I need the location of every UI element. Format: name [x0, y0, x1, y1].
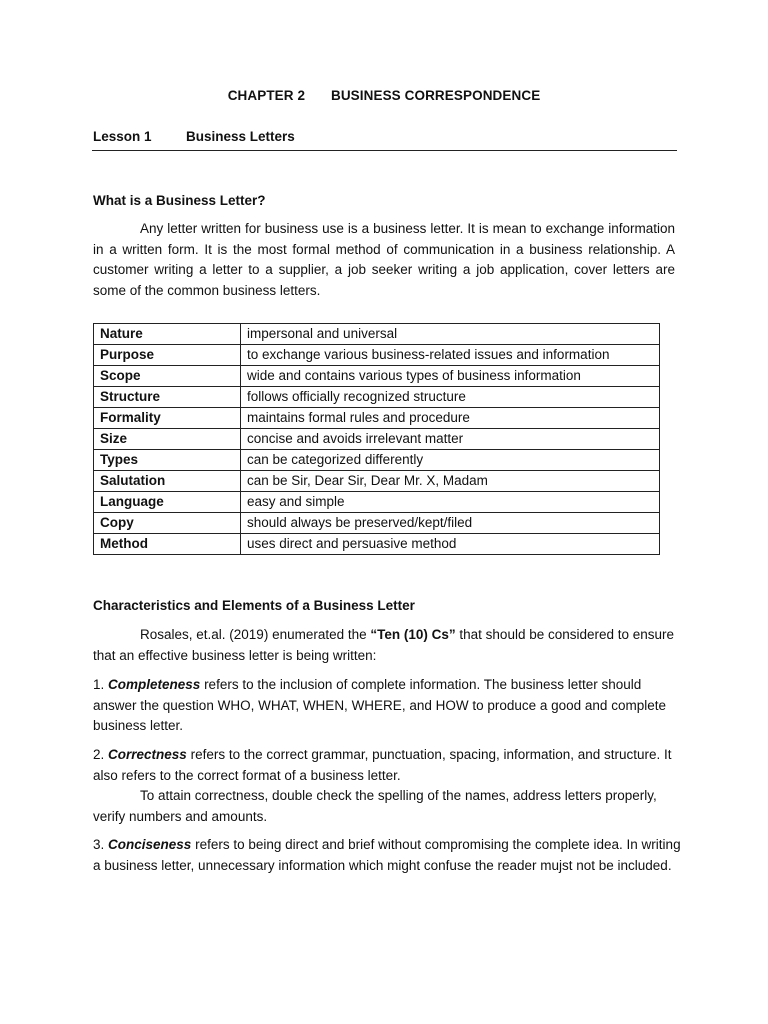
table-key-cell: Copy: [94, 513, 241, 534]
characteristics-table: [93, 323, 660, 555]
item-number: 1.: [93, 677, 105, 692]
list-item-completeness: [93, 675, 683, 737]
table-row: [94, 492, 660, 513]
item-text: refers to the correct grammar, punctuation, spacing, information, and structure. It also refers to the correct format of a business letter.: [93, 747, 672, 783]
table-value-cell: can be categorized differently: [241, 450, 660, 471]
list-item-conciseness: [93, 835, 683, 876]
table-value-cell: impersonal and universal: [241, 324, 660, 345]
table-row: [94, 534, 660, 555]
table-row: [94, 324, 660, 345]
table-value-cell: easy and simple: [241, 492, 660, 513]
table-key-cell: Method: [94, 534, 241, 555]
table-value-cell: follows officially recognized structure: [241, 387, 660, 408]
chapter-label: CHAPTER 2: [227, 88, 306, 103]
characteristics-heading: Characteristics and Elements of a Business Letter: [93, 598, 415, 613]
table-key-cell: Language: [94, 492, 241, 513]
table-value-cell: to exchange various business-related issues and information: [241, 345, 660, 366]
table-value-cell: concise and avoids irrelevant matter: [241, 429, 660, 450]
chapter-title: BUSINESS CORRESPONDENCE: [330, 88, 541, 103]
item-term: Correctness: [108, 747, 187, 762]
table-key-cell: Nature: [94, 324, 241, 345]
lesson-label: Lesson 1: [93, 129, 152, 144]
ten-cs-label: “Ten (10) Cs”: [370, 627, 456, 642]
chapter-heading: [0, 88, 768, 103]
table-key-cell: Structure: [94, 387, 241, 408]
item-extra-text: To attain correctness, double check the spelling of the names, address letters properly, verify numbers and amounts.: [93, 788, 657, 825]
intro-after-text: that should be considered to ensure that an effective business letter is being written:: [93, 627, 675, 663]
table-row: [94, 408, 660, 429]
table-row: [94, 345, 660, 366]
lesson-heading: [92, 129, 677, 151]
characteristics-intro: [93, 625, 675, 666]
table-row: [94, 387, 660, 408]
table-key-cell: Purpose: [94, 345, 241, 366]
table-row: [94, 471, 660, 492]
table-value-cell: wide and contains various types of business information: [241, 366, 660, 387]
item-number: 3.: [93, 837, 105, 852]
item-number: 2.: [93, 747, 105, 762]
table-value-cell: can be Sir, Dear Sir, Dear Mr. X, Madam: [241, 471, 660, 492]
item-text: refers to the inclusion of complete information. The business letter should answer the question WHO, WHAT, WHEN, WHERE, and HOW to produce a good and complete business letter.: [93, 677, 666, 734]
table-key-cell: Formality: [94, 408, 241, 429]
item-term: Conciseness: [108, 837, 192, 852]
intro-before-text: Rosales, et.al. (2019) enumerated the: [140, 627, 371, 642]
item-term: Completeness: [108, 677, 201, 692]
table-row: [94, 450, 660, 471]
intro-paragraph: [93, 219, 675, 302]
table-key-cell: Types: [94, 450, 241, 471]
table-key-cell: Scope: [94, 366, 241, 387]
table-row: [94, 513, 660, 534]
intro-heading: What is a Business Letter?: [93, 193, 266, 208]
table-row: [94, 366, 660, 387]
lesson-title: Business Letters: [186, 129, 295, 144]
item-text: refers to being direct and brief without compromising the complete idea. In writing a business letter, unnecessary information which might confuse the reader mujst not be included.: [93, 837, 681, 873]
table-value-cell: maintains formal rules and procedure: [241, 408, 660, 429]
table-row: [94, 429, 660, 450]
intro-text: Any letter written for business use is a business letter. It is mean to exchange information in a written form. It is the most formal method of communication in a business relationship. A customer writing a letter to a supplier, a job seeker writing a job application, cover letters are some of the common business letters.: [93, 221, 675, 299]
table-key-cell: Size: [94, 429, 241, 450]
table-value-cell: uses direct and persuasive method: [241, 534, 660, 555]
table-key-cell: Salutation: [94, 471, 241, 492]
table-value-cell: should always be preserved/kept/filed: [241, 513, 660, 534]
list-item-correctness: [93, 745, 683, 828]
